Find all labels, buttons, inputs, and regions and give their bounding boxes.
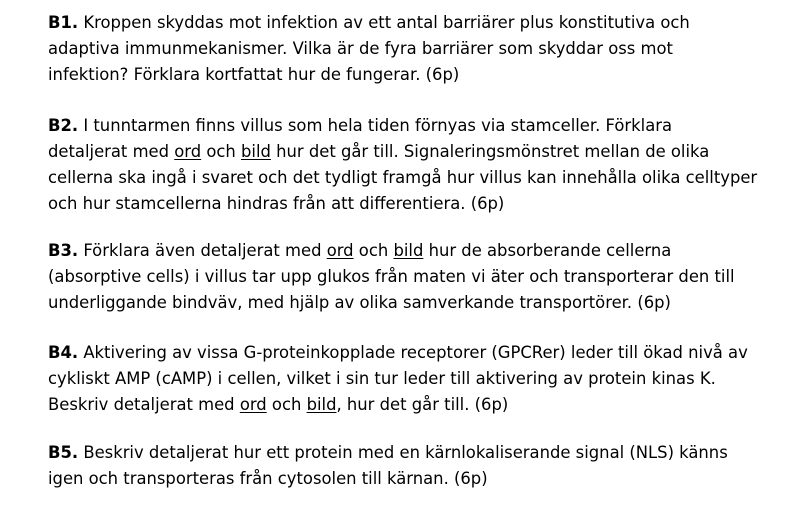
question-text: hur det går till. Signaleringsmönstret mellan de olika [270, 142, 710, 161]
underlined-word-ord: ord [239, 395, 267, 414]
question-number: B5. [48, 443, 79, 462]
question-text: Kroppen skyddas mot infektion av ett antal barriärer plus konstitutiva och [78, 13, 690, 32]
question-b5 [48, 440, 793, 492]
question-text: (absorptive cells) i villus tar upp glukos från maten vi äter och transporterar den till [48, 267, 735, 286]
question-b2 [48, 113, 793, 217]
question-line [48, 10, 793, 36]
question-line [48, 290, 793, 316]
question-line [48, 340, 793, 366]
underlined-word-bild: bild [393, 241, 424, 260]
question-line [48, 264, 793, 290]
question-text: , hur det går till. (6p) [336, 395, 509, 414]
question-text: igen och transporteras från cytosolen till kärnan. (6p) [48, 469, 488, 488]
question-number: B1. [48, 13, 79, 32]
question-line [48, 36, 793, 62]
question-text: adaptiva immunmekanismer. Vilka är de fyra barriärer som skyddar oss mot [48, 39, 673, 58]
question-text: och hur stamcellerna hindras från att differentiera. (6p) [48, 194, 505, 213]
question-line [48, 62, 793, 88]
question-number: B4. [48, 343, 79, 362]
question-line [48, 191, 793, 217]
question-text: detaljerat med [48, 142, 175, 161]
underlined-word-ord: ord [174, 142, 202, 161]
question-text: och [201, 142, 241, 161]
question-text: och [353, 241, 394, 260]
question-text: cykliskt AMP (cAMP) i cellen, vilket i sin tur leder till aktivering av protein kinas K. [48, 369, 716, 388]
question-text: Beskriv detaljerat med [48, 395, 240, 414]
question-text: Aktivering av vissa G-proteinkopplade receptorer (GPCRer) leder till ökad nivå av [78, 343, 748, 362]
underlined-word-bild: bild [306, 395, 337, 414]
question-number: B2. [48, 116, 79, 135]
underlined-word-ord: ord [326, 241, 354, 260]
question-line [48, 392, 793, 418]
question-text: I tunntarmen finns villus som hela tiden förnyas via stamceller. Förklara [78, 116, 673, 135]
question-text: Förklara även detaljerat med [78, 241, 327, 260]
question-b4 [48, 340, 793, 418]
question-text: underliggande bindväv, med hjälp av olika samverkande transportörer. (6p) [48, 293, 671, 312]
question-line [48, 366, 793, 392]
question-text: cellerna ska ingå i svaret och det tydligt framgå hur villus kan innehålla olika celltyper [48, 168, 758, 187]
question-line [48, 113, 793, 139]
question-b1 [48, 10, 793, 88]
question-line [48, 466, 793, 492]
question-line [48, 139, 793, 165]
question-line [48, 165, 793, 191]
question-text: och [266, 395, 307, 414]
question-line [48, 238, 793, 264]
question-line [48, 440, 793, 466]
underlined-word-bild: bild [241, 142, 271, 161]
question-text: Beskriv detaljerat hur ett protein med en kärnlokaliserande signal (NLS) känns [78, 443, 728, 462]
question-b3 [48, 238, 793, 316]
question-number: B3. [48, 241, 79, 260]
question-text: infektion? Förklara kortfattat hur de fungerar. (6p) [48, 65, 460, 84]
question-text: hur de absorberande cellerna [423, 241, 672, 260]
